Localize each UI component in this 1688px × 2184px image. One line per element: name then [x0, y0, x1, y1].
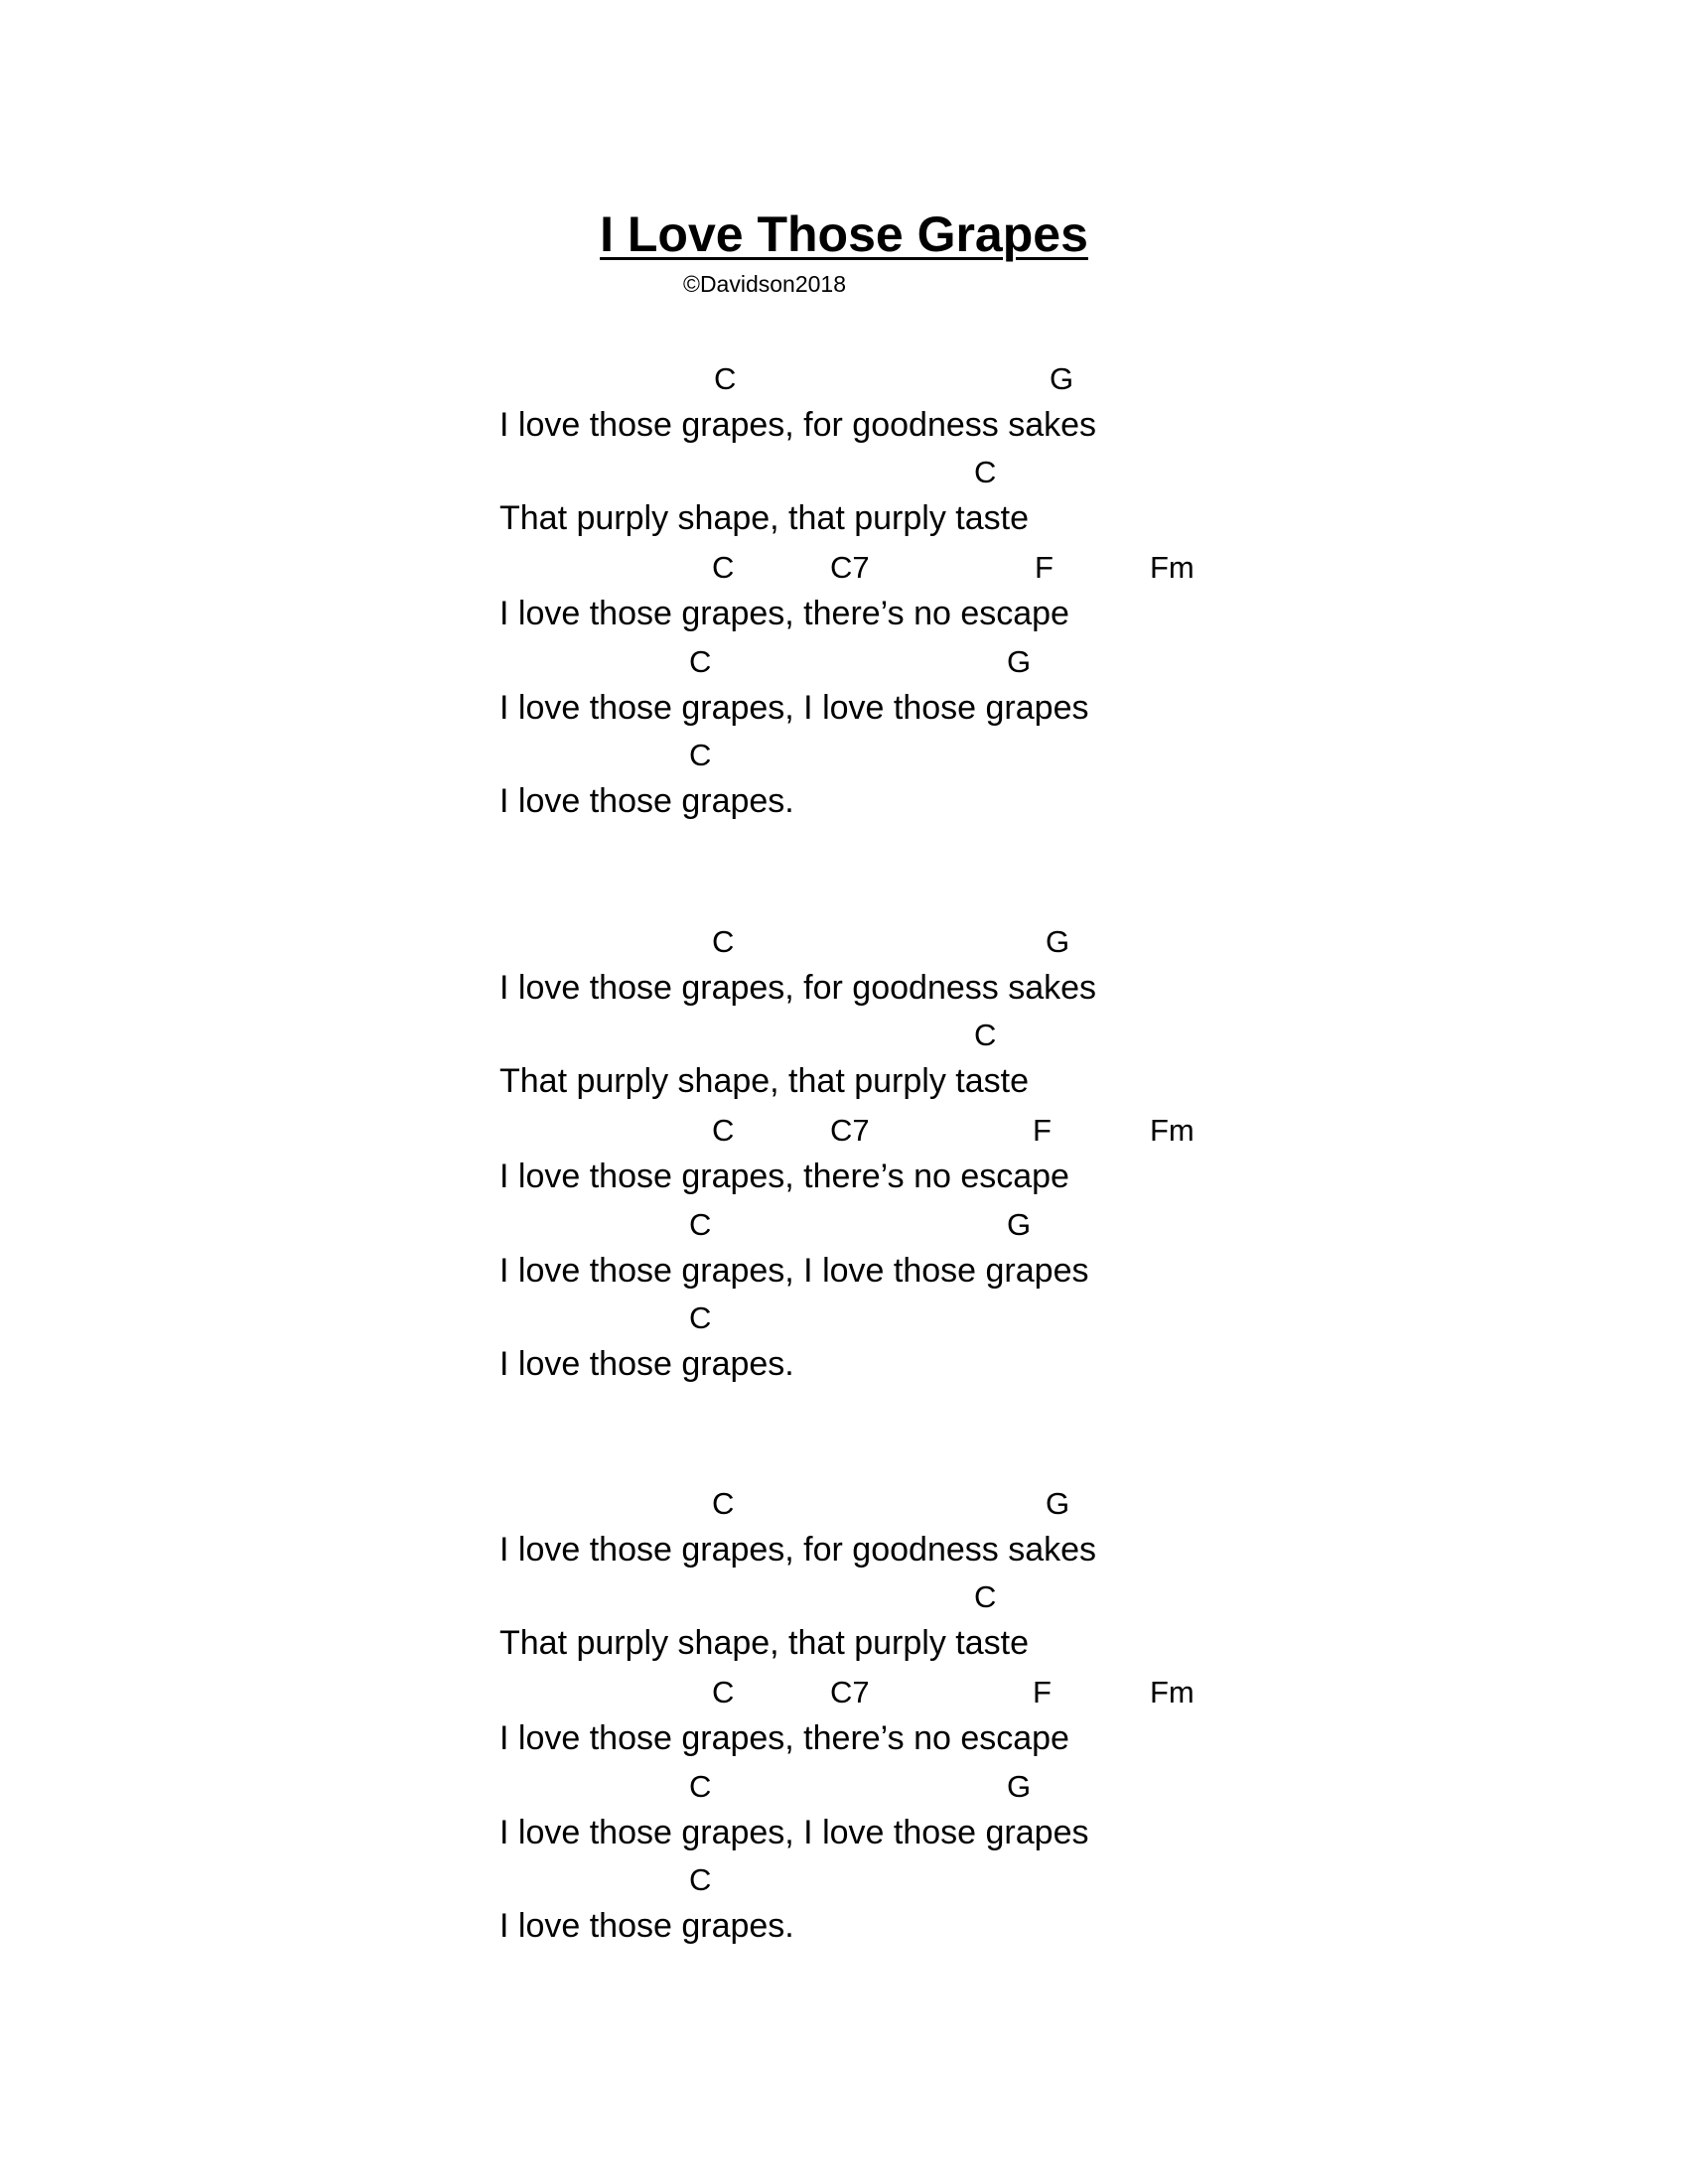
- lyric-text: I love those grapes.: [499, 1907, 794, 1945]
- chord: C: [689, 644, 712, 679]
- lyric-line: [0, 496, 1688, 544]
- chord-line: [0, 1860, 1688, 1908]
- lyric-line: [0, 1249, 1688, 1297]
- chord: C7: [830, 550, 870, 585]
- chord-line: [0, 1298, 1688, 1346]
- lyric-text: I love those grapes, I love those grapes: [499, 1814, 1089, 1851]
- chord-line: [0, 1111, 1688, 1159]
- lyric-line: [0, 1155, 1688, 1202]
- chord-line: [0, 1577, 1688, 1625]
- chord: C: [689, 738, 712, 772]
- chord-line: [0, 1016, 1688, 1063]
- chord-line: [0, 548, 1688, 596]
- chord: Fm: [1150, 1675, 1195, 1709]
- chord: G: [1007, 1769, 1032, 1804]
- lyric-line: [0, 966, 1688, 1014]
- lyric-text: That purply shape, that purply taste: [499, 499, 1029, 537]
- chord: F: [1033, 1113, 1052, 1148]
- lyric-text: I love those grapes.: [499, 782, 794, 820]
- chord: G: [1046, 1486, 1070, 1521]
- lyric-text: I love those grapes.: [499, 1345, 794, 1383]
- lyric-line: [0, 1716, 1688, 1764]
- song-title: I Love Those Grapes: [600, 206, 1088, 262]
- chord-line: [0, 1673, 1688, 1720]
- chord: G: [1046, 924, 1070, 959]
- chord-line: [0, 359, 1688, 407]
- chord: C: [689, 1862, 712, 1897]
- chord: C: [974, 1579, 997, 1614]
- chord: C: [974, 455, 997, 489]
- chord: C: [712, 550, 735, 585]
- lyric-line: [0, 1904, 1688, 1952]
- lyric-line: [0, 1059, 1688, 1107]
- chord: C: [712, 1113, 735, 1148]
- chord: F: [1033, 1675, 1052, 1709]
- chord: F: [1035, 550, 1054, 585]
- lyric-text: I love those grapes, I love those grapes: [499, 1252, 1089, 1290]
- lyric-line: [0, 1621, 1688, 1669]
- chord-line: [0, 922, 1688, 970]
- lyric-text: I love those grapes, there’s no escape: [499, 595, 1069, 632]
- chord: G: [1050, 361, 1074, 396]
- chord: C: [714, 361, 737, 396]
- chord-line: [0, 1205, 1688, 1253]
- chord-line: [0, 453, 1688, 500]
- chord: C: [689, 1207, 712, 1242]
- lyric-line: [0, 779, 1688, 827]
- chord-line: [0, 736, 1688, 783]
- chord: C7: [830, 1113, 870, 1148]
- chord: Fm: [1150, 550, 1195, 585]
- lyric-text: I love those grapes, for goodness sakes: [499, 1531, 1097, 1569]
- chord: C: [689, 1769, 712, 1804]
- chord-line: [0, 642, 1688, 690]
- lyric-line: [0, 1342, 1688, 1390]
- chord: C: [689, 1300, 712, 1335]
- chord: G: [1007, 644, 1032, 679]
- chord: G: [1007, 1207, 1032, 1242]
- lyric-line: [0, 592, 1688, 639]
- chord: C7: [830, 1675, 870, 1709]
- lyric-text: I love those grapes, there’s no escape: [499, 1158, 1069, 1195]
- lyric-text: I love those grapes, there’s no escape: [499, 1719, 1069, 1757]
- chord: C: [974, 1018, 997, 1052]
- chord: C: [712, 1486, 735, 1521]
- chord-line: [0, 1484, 1688, 1532]
- lyric-text: That purply shape, that purply taste: [499, 1062, 1029, 1100]
- chord-line: [0, 1767, 1688, 1815]
- lyric-line: [0, 1528, 1688, 1575]
- lyric-text: I love those grapes, for goodness sakes: [499, 406, 1097, 444]
- chord: Fm: [1150, 1113, 1195, 1148]
- chord: C: [712, 924, 735, 959]
- lyric-text: That purply shape, that purply taste: [499, 1624, 1029, 1662]
- lyric-line: [0, 1811, 1688, 1858]
- chord: C: [712, 1675, 735, 1709]
- copyright-notice: ©Davidson2018: [683, 271, 846, 297]
- lyric-text: I love those grapes, I love those grapes: [499, 689, 1089, 727]
- lyric-text: I love those grapes, for goodness sakes: [499, 969, 1097, 1007]
- lyric-line: [0, 686, 1688, 734]
- lyric-line: [0, 403, 1688, 451]
